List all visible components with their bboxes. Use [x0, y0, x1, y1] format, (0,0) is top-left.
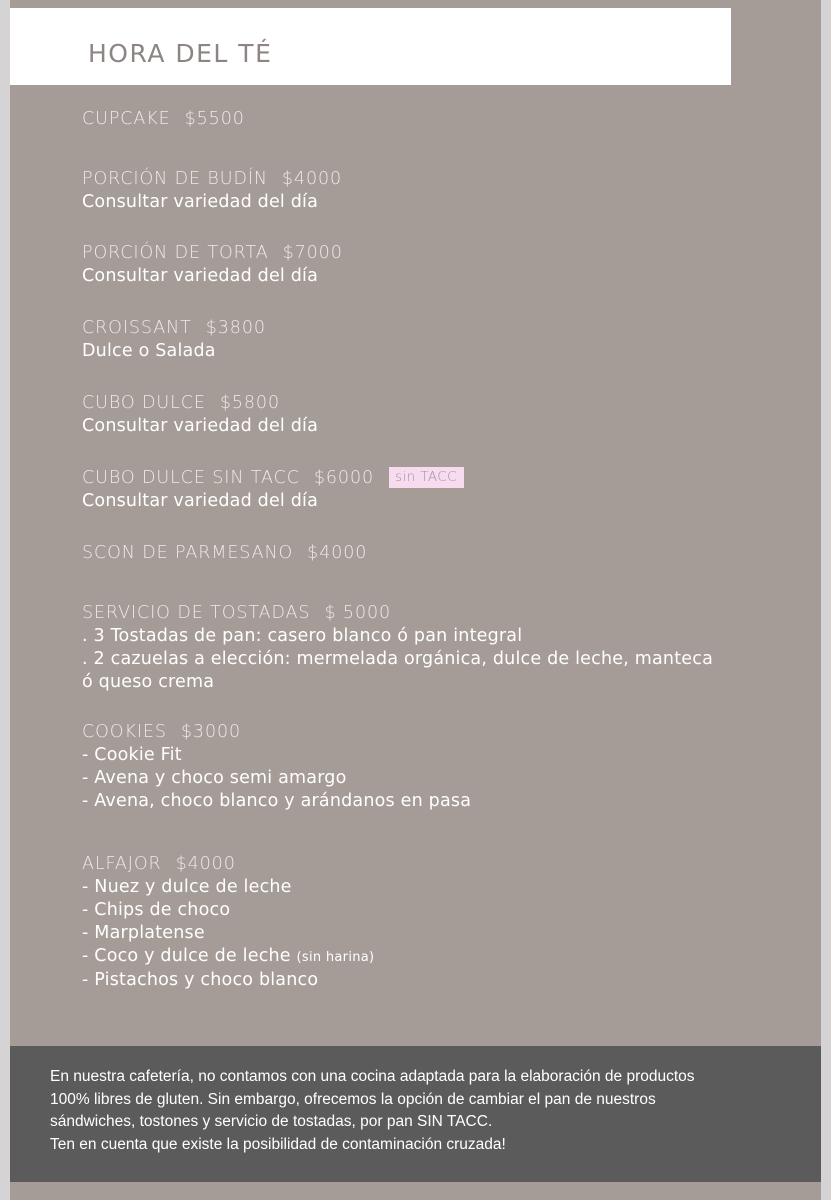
item-price: $5500 [184, 109, 245, 129]
item-price: $4000 [281, 169, 343, 189]
gluten-notice [10, 1046, 821, 1182]
item-price: $6000 [313, 468, 375, 488]
item-price: $ 5000 [324, 603, 392, 623]
item-description: - Chips de choco [82, 900, 231, 920]
item-description: ó queso crema [82, 672, 215, 692]
menu-item-cookies [82, 721, 471, 813]
item-description: Consultar variedad del día [82, 192, 319, 212]
section-title: HORA DEL TÉ [88, 39, 273, 68]
item-description: . 3 Tostadas de pan: casero blanco ó pan integral [82, 626, 523, 646]
item-price: $5800 [219, 393, 280, 413]
menu-item-alfajor [82, 853, 374, 992]
item-description: - Avena y choco semi amargo [82, 768, 347, 788]
item-price: $4000 [175, 854, 236, 874]
item-name: COOKIES [82, 722, 167, 742]
item-name: CUBO DULCE [82, 393, 206, 413]
item-name: CUBO DULCE SIN TACC [82, 468, 300, 488]
item-description: Consultar variedad del día [82, 491, 319, 511]
item-name: PORCIÓN DE BUDÍN [82, 169, 268, 189]
item-name: PORCIÓN DE TORTA [82, 243, 269, 263]
section-header [10, 8, 731, 85]
item-name: SCON DE PARMESANO [82, 543, 294, 563]
item-note: (sin harina) [296, 950, 375, 965]
item-description: - Pistachos y choco blanco [82, 970, 319, 990]
notice-line: 100% libres de gluten. Sin embargo, ofrecemos la opción de cambiar el pan de nuestros [50, 1090, 656, 1108]
item-description: Consultar variedad del día [82, 416, 319, 436]
menu-item-budin [82, 168, 342, 214]
item-description: - Avena, choco blanco y arándanos en pasa [82, 791, 472, 811]
gluten-free-badge: sin TACC [389, 467, 464, 488]
item-name: CROISSANT [82, 318, 192, 338]
item-price: $4000 [307, 543, 368, 563]
item-description: Dulce o Salada [82, 341, 216, 361]
item-name: ALFAJOR [82, 854, 162, 874]
menu-item-torta [82, 242, 343, 288]
item-name: CUPCAKE [82, 109, 171, 129]
menu-item-croissant [82, 317, 266, 363]
menu-item-tostadas [82, 602, 713, 694]
menu-item-cubo-dulce-sin-tacc [82, 467, 464, 513]
item-description: - Cookie Fit [82, 745, 182, 765]
item-price: $7000 [282, 243, 343, 263]
notice-line: En nuestra cafetería, no contamos con una cocina adaptada para la elaboración de productos [50, 1068, 695, 1085]
page-edge-left [0, 0, 10, 1200]
item-price: $3000 [180, 722, 242, 742]
notice-line: sándwiches, tostones y servicio de tostadas, por pan SIN TACC. [50, 1113, 493, 1130]
item-description-text: - Coco y dulce de leche [82, 946, 291, 966]
item-description: . 2 cazuelas a elección: mermelada orgánica, dulce de leche, manteca [82, 649, 713, 669]
item-description [82, 945, 374, 969]
notice-text [50, 1066, 770, 1156]
menu-item-cubo-dulce [82, 392, 318, 438]
item-name: SERVICIO DE TOSTADAS [82, 603, 311, 623]
item-price: $3800 [205, 318, 266, 338]
menu-item-cupcake [82, 108, 245, 131]
page-edge-right [821, 0, 831, 1200]
item-description: - Nuez y dulce de leche [82, 877, 292, 897]
item-description: Consultar variedad del día [82, 266, 319, 286]
menu-item-scon [82, 542, 367, 565]
notice-line: Ten en cuenta que existe la posibilidad de contaminación cruzada! [50, 1135, 506, 1153]
item-description: - Marplatense [82, 923, 205, 943]
